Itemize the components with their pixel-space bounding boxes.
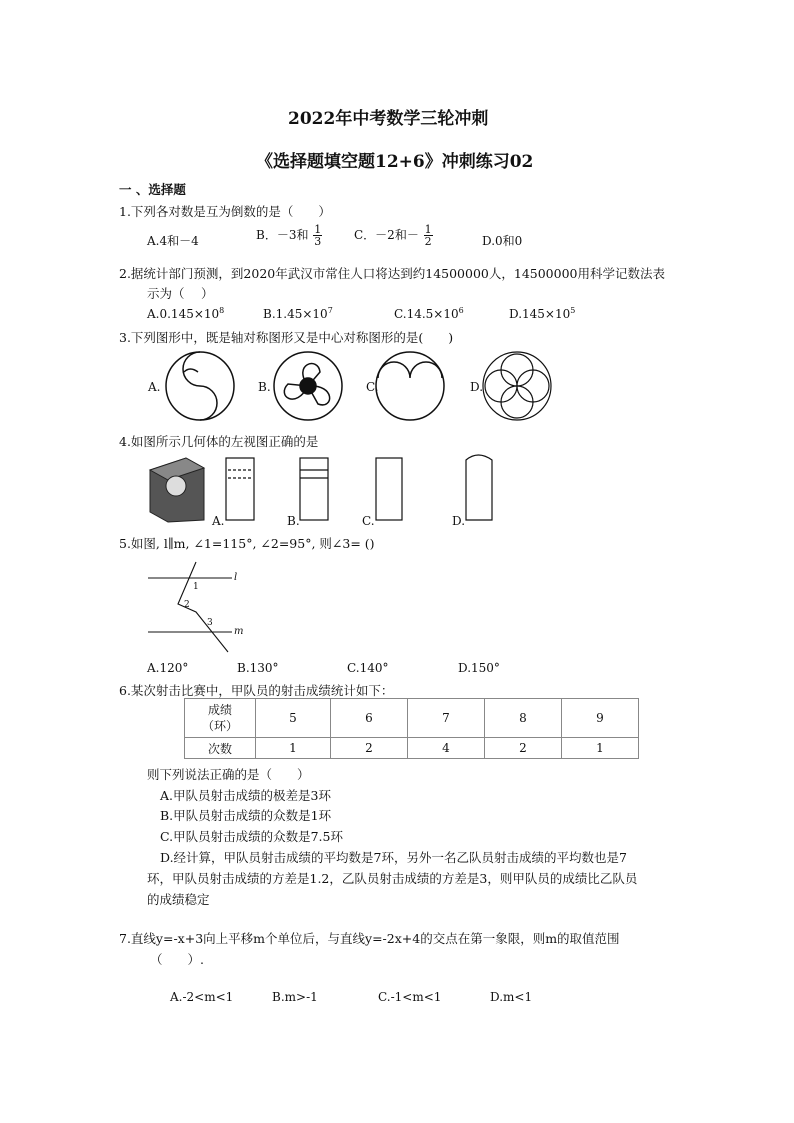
q5-label-m: m [234, 626, 244, 637]
q3-label-a: A. [148, 380, 161, 394]
q5-stem: 5.如图, l∥m, ∠1=115°, ∠2=95°, 则∠3= () [119, 536, 375, 551]
q2-d-text: D.145×10 [509, 307, 571, 321]
q3-figure-d [483, 352, 551, 420]
q5-option-a: A.120° [147, 661, 189, 675]
q4-option-b-figure [300, 458, 328, 520]
table-cell: 5 [256, 699, 331, 738]
q3-figure-b [274, 352, 342, 420]
q2-a-exponent: 8 [219, 306, 225, 315]
q1-stem: 1.下列各对数是互为倒数的是（ ） [119, 204, 331, 219]
q7-option-c: C.-1<m<1 [378, 990, 442, 1004]
section-heading: 一 、选择题 [119, 182, 186, 197]
q6-stem: 6.某次射击比赛中，甲队员的射击成绩统计如下： [119, 683, 394, 698]
q4-option-c-figure [376, 458, 402, 520]
table-cell: 1 [562, 738, 639, 759]
q1-b-denominator: 3 [314, 235, 322, 248]
q2-line1: 2.据统计部门预测，到2020年武汉市常住人口将达到约14500000人，14500000用科学记数法表 [119, 266, 665, 281]
q2-b-exponent: 7 [327, 306, 333, 315]
table-cell: 2 [485, 738, 562, 759]
q3-stem: 3.下列图形中，既是轴对称图形又是中心对称图形的是( ) [119, 330, 454, 345]
table-cell: 9 [562, 699, 639, 738]
q4-label-c: C. [362, 514, 375, 528]
q6-header-score-line1: 成绩 [207, 703, 232, 717]
q1-option-d: D.0和0 [482, 234, 523, 248]
table-cell: 7 [408, 699, 485, 738]
table-cell: 1 [256, 738, 331, 759]
q1-option-c-sign: － [406, 228, 419, 242]
q5-option-b: B.130° [237, 661, 279, 675]
q4-stem: 4.如图所示几何体的左视图正确的是 [119, 434, 319, 449]
q7-option-d: D.m<1 [490, 990, 533, 1004]
q5-option-d: D.150° [458, 661, 500, 675]
q6-option-c: C.甲队员射击成绩的众数是7.5环 [160, 829, 343, 844]
q7-option-a: A.-2<m<1 [170, 990, 234, 1004]
q7-line1: 7.直线y=-x+3向上平移m个单位后，与直线y=-2x+4的交点在第一象限，则m的取值范围 [119, 931, 620, 946]
page-subtitle: 《选择题填空题12+6》冲刺练习02 [256, 152, 534, 172]
q6-follow: 则下列说法正确的是（ ） [147, 767, 310, 782]
q4-option-a-figure [226, 458, 254, 520]
q5-angle-2: 2 [184, 600, 190, 610]
table-cell: 4 [408, 738, 485, 759]
q6-option-d-line2: 环，甲队员射击成绩的方差是1.2，乙队员射击成绩的方差是3，则甲队员的成绩比乙队员 [147, 871, 638, 886]
table-row [185, 738, 639, 759]
q5-label-l: l [234, 572, 238, 583]
q5-option-c: C.140° [347, 661, 389, 675]
q3-label-b: B. [258, 380, 271, 394]
q2-a-text: A.0.145×10 [147, 307, 220, 321]
table-cell: 2 [331, 738, 408, 759]
table-cell: 8 [485, 699, 562, 738]
q1-c-denominator: 2 [424, 235, 432, 248]
q4-label-a: A. [212, 514, 225, 528]
q6-option-a: A.甲队员射击成绩的极差是3环 [160, 788, 331, 803]
page-title: 2022年中考数学三轮冲刺 [288, 109, 489, 129]
q1-option-b-text: B．－3和 [256, 228, 309, 242]
q1-option-c-text: C．－2和 [354, 228, 407, 242]
q5-angle-3: 3 [207, 618, 213, 628]
q7-line2: （ ）. [150, 952, 204, 967]
q2-b-text: B.1.45×10 [263, 307, 328, 321]
q3-figure-a [166, 352, 234, 420]
q1-b-numerator: 1 [314, 223, 322, 236]
q2-c-exponent: 6 [458, 306, 464, 315]
q6-header-score-line2: （环） [201, 719, 238, 733]
q2-line2: 示为（ ） [147, 286, 214, 301]
q3-figure-c [376, 352, 444, 420]
q4-label-b: B. [287, 514, 300, 528]
q6-option-b: B.甲队员射击成绩的众数是1环 [160, 808, 332, 823]
q5-angle-1: 1 [193, 582, 199, 592]
q2-c-text: C.14.5×10 [394, 307, 459, 321]
q5-figure [148, 562, 232, 652]
q4-option-d-figure [466, 455, 492, 520]
q1-option-a: A.4和－4 [147, 234, 199, 248]
q6-score-table [184, 698, 639, 759]
table-row [185, 699, 639, 738]
q6-header-score [185, 699, 256, 738]
q3-label-d: D. [470, 380, 484, 394]
q4-solid-figure [150, 458, 204, 522]
q2-d-exponent: 5 [570, 306, 576, 315]
q6-option-d-line1: D.经计算，甲队员射击成绩的平均数是7环，另外一名乙队员射击成绩的平均数也是7 [160, 850, 627, 865]
q7-option-b: B.m>-1 [272, 990, 318, 1004]
q1-c-numerator: 1 [424, 223, 432, 236]
q6-header-count: 次数 [185, 738, 256, 759]
table-cell: 6 [331, 699, 408, 738]
q6-option-d-line3: 的成绩稳定 [147, 892, 210, 907]
q3-label-c: C. [366, 380, 379, 394]
q4-label-d: D. [452, 514, 466, 528]
